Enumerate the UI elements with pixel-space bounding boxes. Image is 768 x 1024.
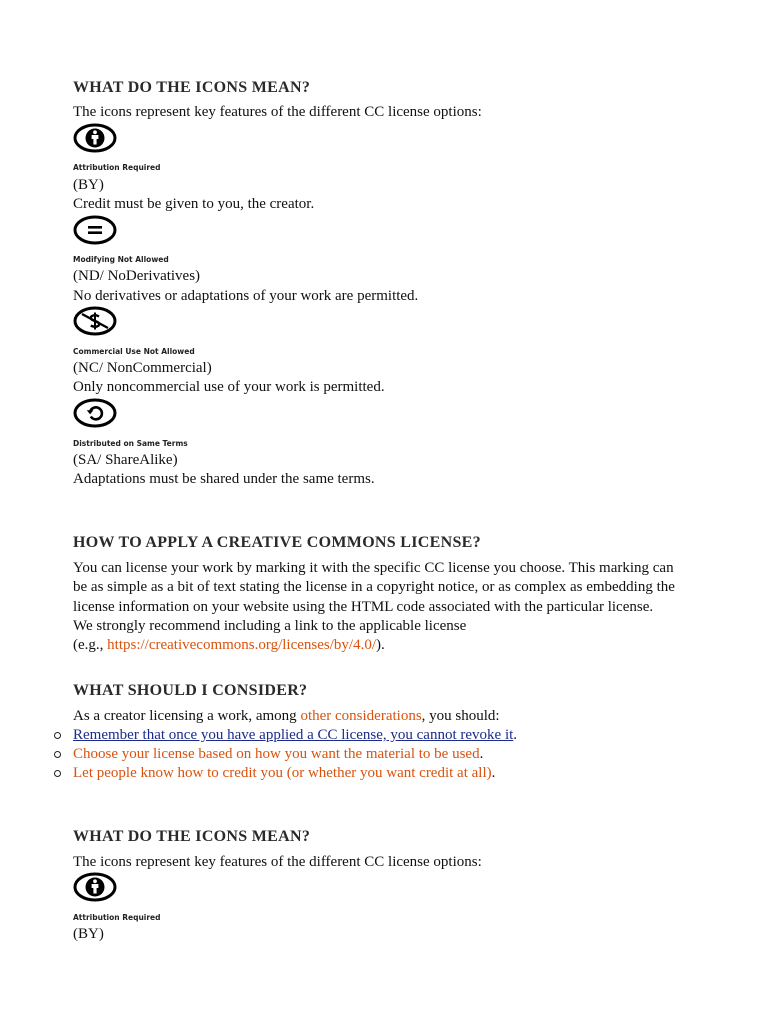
paragraph-line: license information on your website using the HTML code associated with the particular license.	[73, 598, 654, 615]
paragraph-line: We strongly recommend including a link to the applicable license	[73, 617, 467, 634]
icon-caption: Modifying Not Allowed	[73, 255, 169, 264]
intro-prefix: As a creator licensing a work, among	[73, 708, 301, 724]
license-description: No derivatives or adaptations of your work are permitted.	[73, 288, 419, 304]
no-derivatives-icon	[73, 215, 117, 245]
eg-suffix: ).	[376, 637, 385, 654]
icons-intro: The icons represent key features of the different CC license options:	[73, 104, 482, 120]
license-code: (ND/ NoDerivatives)	[73, 268, 201, 284]
list-item	[73, 726, 517, 745]
paragraph-line: You can license your work by marking it with the specific CC license you choose. This marking can	[73, 560, 674, 576]
bullet-icon	[54, 770, 61, 777]
list-item-end: .	[479, 746, 484, 762]
icons-intro: The icons represent key features of the different CC license options:	[73, 854, 482, 870]
icon-caption: Attribution Required	[73, 163, 161, 172]
apply-paragraph	[73, 559, 703, 655]
icon-caption: Attribution Required	[73, 913, 161, 922]
list-item-end: .	[513, 727, 518, 743]
bullet-icon	[54, 751, 61, 758]
license-description: Adaptations must be shared under the same terms.	[73, 471, 375, 487]
icon-caption: Distributed on Same Terms	[73, 439, 188, 448]
license-code: (BY)	[73, 177, 104, 193]
license-code: (BY)	[73, 926, 104, 942]
license-code: (SA/ ShareAlike)	[73, 452, 178, 468]
consider-intro	[73, 707, 500, 726]
intro-suffix: , you should:	[421, 708, 500, 724]
icon-caption: Commercial Use Not Allowed	[73, 347, 195, 356]
other-considerations-link[interactable]: other considerations	[300, 708, 422, 724]
paragraph-line: be as simple as a bit of text stating the license in a copyright notice, or as complex as embedding the	[73, 579, 675, 596]
list-item	[73, 745, 483, 764]
attribution-icon	[73, 872, 117, 902]
non-commercial-icon	[73, 306, 117, 336]
license-url-link[interactable]: https://creativecommons.org/licenses/by/4.0/	[107, 637, 376, 654]
license-description: Only noncommercial use of your work is permitted.	[73, 379, 385, 395]
paragraph-line	[73, 636, 703, 655]
section-heading-icons-repeat: WHAT DO THE ICONS MEAN?	[73, 828, 311, 845]
section-heading-consider: WHAT SHOULD I CONSIDER?	[73, 682, 308, 699]
choose-license-link[interactable]: Choose your license based on how you want the material to be used	[73, 746, 480, 762]
attribution-icon	[73, 123, 117, 153]
license-code: (NC/ NonCommercial)	[73, 360, 212, 376]
list-item-end: .	[491, 765, 496, 781]
license-description: Credit must be given to you, the creator.	[73, 196, 315, 212]
section-heading-icons: WHAT DO THE ICONS MEAN?	[73, 79, 311, 96]
section-heading-apply: HOW TO APPLY A CREATIVE COMMONS LICENSE?	[73, 534, 481, 551]
share-alike-icon	[73, 398, 117, 428]
list-item	[73, 764, 495, 783]
bullet-icon	[54, 732, 61, 739]
eg-prefix: (e.g.,	[73, 637, 108, 654]
credit-link[interactable]: Let people know how to credit you (or whether you want credit at all)	[73, 765, 492, 781]
revoke-link[interactable]: Remember that once you have applied a CC license, you cannot revoke it	[73, 727, 514, 743]
